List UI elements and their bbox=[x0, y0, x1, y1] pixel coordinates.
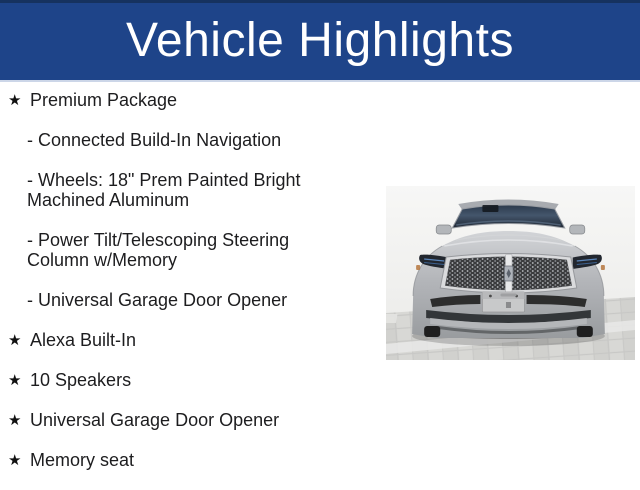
lincoln-badge-icon bbox=[504, 266, 513, 281]
star-bullet-icon: ★ bbox=[8, 452, 22, 469]
list-item bbox=[8, 410, 326, 430]
list-item-label: Premium Package bbox=[30, 90, 178, 110]
list-subitem bbox=[27, 230, 326, 270]
list-subitem bbox=[27, 130, 326, 150]
list-item-label: Memory seat bbox=[30, 450, 135, 470]
list-item-label: - Power Tilt/Telescoping Steering Column w/Memory bbox=[27, 230, 290, 270]
list-item bbox=[8, 90, 326, 110]
list-subitem bbox=[27, 170, 326, 210]
list-item-label: Universal Garage Door Opener bbox=[30, 410, 280, 430]
license-plate bbox=[482, 292, 524, 312]
star-bullet-icon: ★ bbox=[8, 372, 22, 389]
list-item-label: - Connected Build-In Navigation bbox=[27, 130, 282, 150]
list-subitem bbox=[27, 290, 326, 310]
list-item-label: - Wheels: 18" Prem Painted Bright Machined Aluminum bbox=[27, 170, 301, 210]
page-title: Vehicle Highlights bbox=[126, 13, 514, 67]
header-banner bbox=[0, 0, 640, 82]
list-item bbox=[8, 450, 326, 470]
star-bullet-icon: ★ bbox=[8, 332, 22, 349]
vehicle-photo-illustration bbox=[386, 186, 635, 360]
list-item bbox=[8, 370, 326, 390]
list-item-label: 10 Speakers bbox=[30, 370, 132, 390]
highlights-list bbox=[8, 90, 326, 490]
star-bullet-icon: ★ bbox=[8, 412, 22, 429]
vehicle-photo bbox=[386, 186, 635, 360]
star-bullet-icon: ★ bbox=[8, 92, 22, 109]
list-item-label: - Universal Garage Door Opener bbox=[27, 290, 288, 310]
list-item bbox=[8, 330, 326, 350]
list-item-label: Alexa Built-In bbox=[30, 330, 137, 350]
